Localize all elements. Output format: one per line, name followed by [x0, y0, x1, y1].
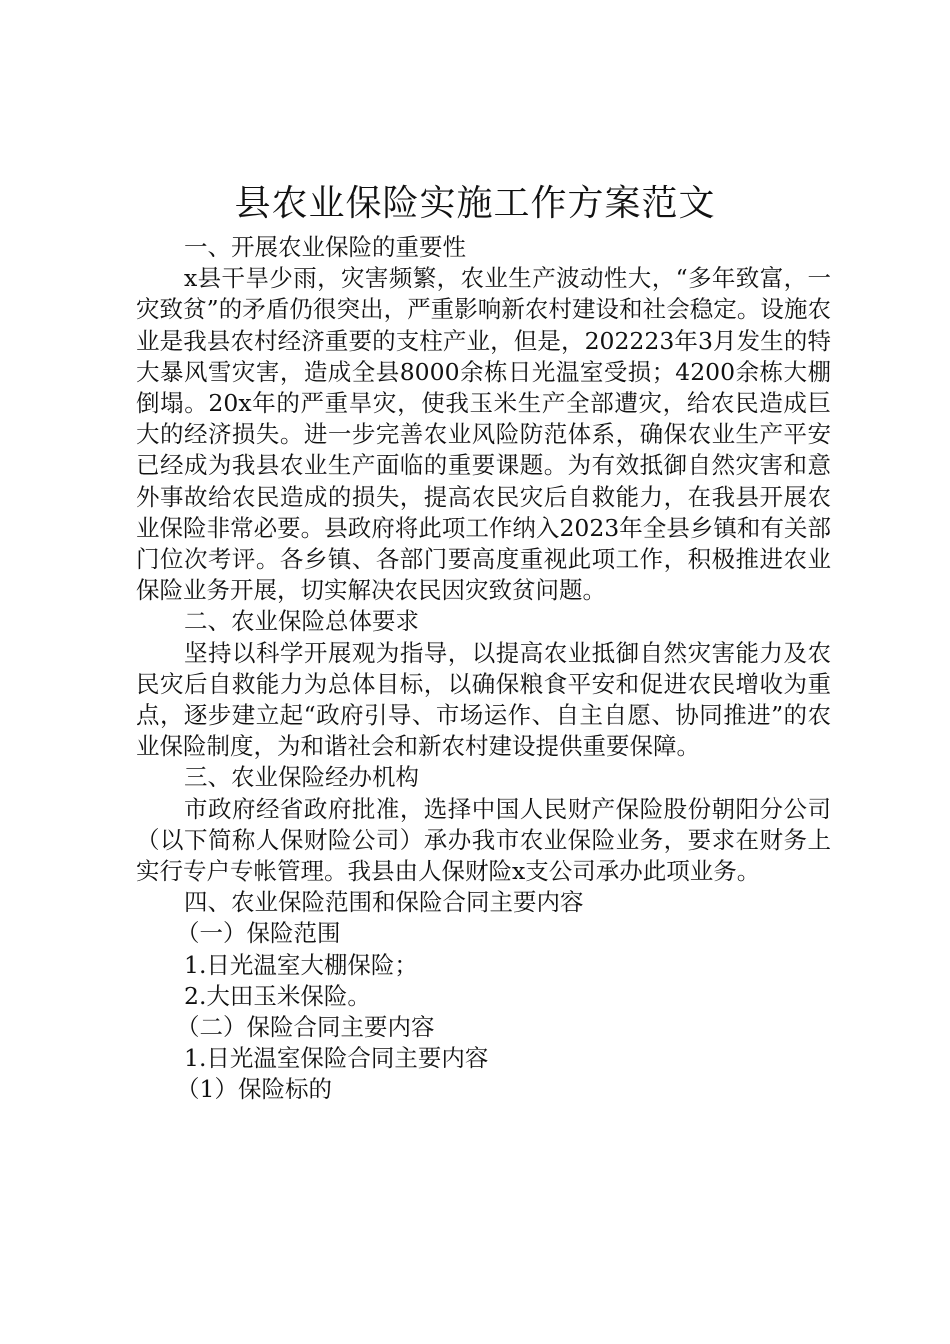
list-item-insured-object: （1）保险标的 [176, 1075, 332, 1104]
subsection-contract: （二）保险合同主要内容 [176, 1013, 435, 1042]
list-item-greenhouse-contract: 1.日光温室保险合同主要内容 [184, 1044, 489, 1073]
document-body [136, 232, 831, 1106]
paragraph-requirements: 坚持以科学开展观为指导，以提高农业抵御自然灾害能力及农民灾后自救能力为总体目标，以确保粮食平安和促进农民增收为重点，逐步建立起“政府引导、市场运作、自主自愿、协同推进”的农业保险制度，为和谐社会和新农村建设提供重要保障。 [136, 638, 831, 761]
list-item-corn: 2.大田玉米保险。 [184, 981, 371, 1010]
subsection-scope: （一）保险范围 [176, 919, 341, 948]
section-heading-3: 三、农业保险经办机构 [184, 763, 419, 792]
list-item-greenhouse: 1.日光温室大棚保险； [184, 950, 418, 979]
paragraph-agency: 市政府经省政府批准，选择中国人民财产保险股份朝阳分公司（以下简称人保财险公司）承办我市农业保险业务，要求在财务上实行专户专帐管理。我县由人保财险x支公司承办此项业务。 [136, 794, 831, 886]
section-heading-2: 二、农业保险总体要求 [184, 607, 419, 636]
paragraph-importance: x县干旱少雨，灾害频繁，农业生产波动性大，“多年致富，一灾致贫”的矛盾仍很突出，严重影响新农村建设和社会稳定。设施农业是我县农村经济重要的支柱产业，但是，202223年3月发生的特大暴风雪灾害，造成全县8000余栋日光温室受损；4200余栋大棚倒塌。20x年的严重旱灾，使我玉米生产全部遭灾，给农民造成巨大的经济损失。进一步完善农业风险防范体系，确保农业生产平安已经成为我县农业生产面临的重要课题。为有效抵御自然灾害和意外事故给农民造成的损失，提高农民灾后自救能力，在我县开展农业保险非常必要。县政府将此项工作纳入2023年全县乡镇和有关部门位次考评。各乡镇、各部门要高度重视此项工作，积极推进农业保险业务开展，切实解决农民因灾致贫问题。 [136, 264, 831, 605]
section-heading-1: 一、开展农业保险的重要性 [184, 233, 466, 261]
section-heading-4: 四、农业保险范围和保险合同主要内容 [184, 888, 584, 917]
document-title: 县农业保险实施工作方案范文 [234, 183, 716, 224]
